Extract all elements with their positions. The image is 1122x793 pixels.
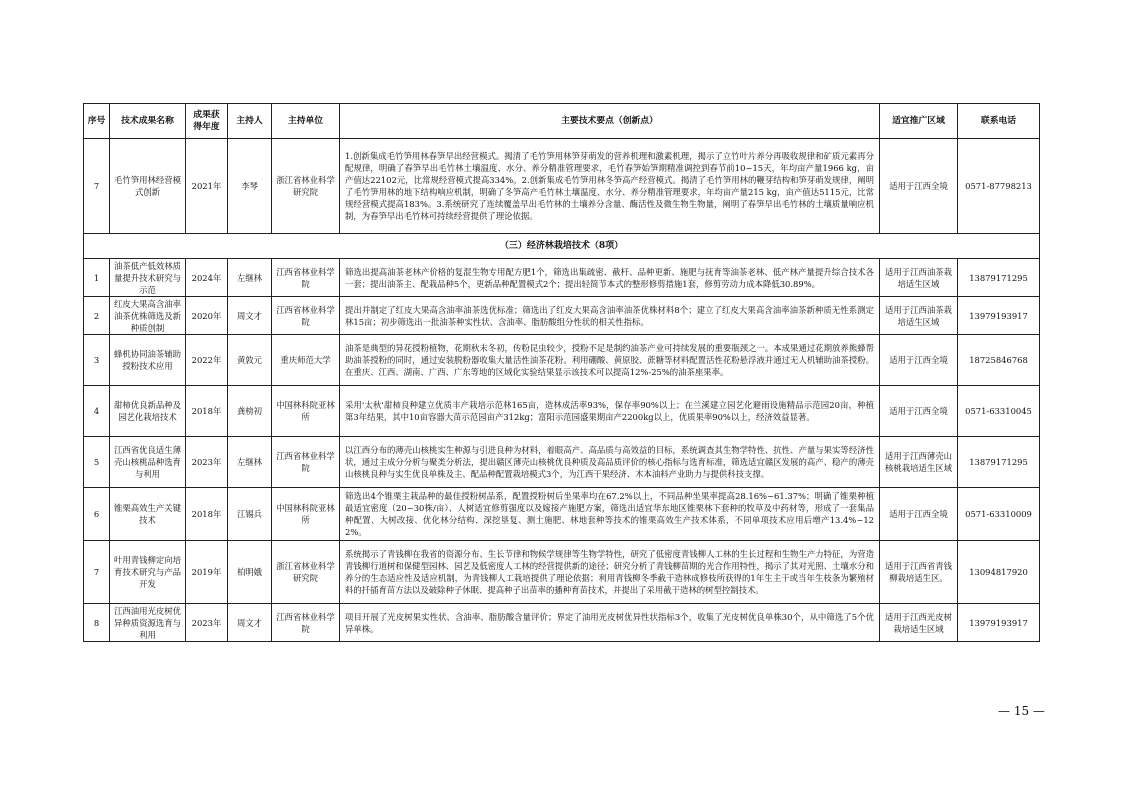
cell-points: 筛选出4个锥栗主栽品种的最佳授粉树品系，配置授粉树后坐果率均在67.2%以上，不同品种坐果率提高28.16%~61.37%；明确了锥栗种植最适宜密度（20~30株/亩）、人树适宜修剪强度以及嫁接产施肥方案，筛选出适宜华东地区锥栗林下套种的牧草及中药材等，形成了一套集品种配置、大树改接、优化林分结构、深挖垦复、测土施肥、林地套种等技术的锥栗高效生产技术体系，不同单项技术应用后增产13.4%~122%。 [340,488,880,541]
table-row [84,604,1040,642]
table-row [84,437,1040,488]
cell-area: 适用于江西全境 [880,488,958,541]
cell-year: 2023年 [186,437,228,488]
cell-no: 4 [84,386,110,437]
cell-unit: 中国林科院亚林所 [272,488,340,541]
header-row [84,104,1040,139]
cell-phone: 0571-63310045 [958,386,1040,437]
cell-host: 左继林 [228,437,272,488]
section-row [84,234,1040,259]
section-title: （三）经济林栽培技术（8项） [84,234,1040,259]
cell-no: 3 [84,335,110,386]
cell-no: 1 [84,259,110,297]
cell-year: 2021年 [186,139,228,234]
cell-unit: 江西省林业科学院 [272,604,340,642]
page-number: — 15 — [998,704,1045,718]
cell-phone: 13879171295 [958,259,1040,297]
cell-year: 2020年 [186,297,228,335]
cell-unit: 重庆师范大学 [272,335,340,386]
cell-host: 左继林 [228,259,272,297]
cell-year: 2018年 [186,488,228,541]
cell-no: 8 [84,604,110,642]
cell-area: 适用于江西全境 [880,335,958,386]
cell-phone: 0571-63310009 [958,488,1040,541]
cell-points: 提出并制定了红皮大果高含油率油茶选优标准；筛选出了红皮大果高含油率油茶优株材料8个；建立了红皮大果高含油率油茶新种质无性系测定林15亩；初步筛选出一批油茶种实性状、含油率、脂肪酸组分性状的相关性指标。 [340,297,880,335]
cell-host: 黄敦元 [228,335,272,386]
table-row [84,297,1040,335]
cell-host: 柏明娥 [228,541,272,604]
cell-phone: 18725846768 [958,335,1040,386]
header-no: 序号 [84,104,110,139]
cell-area: 适用于江西光皮树栽培适生区域 [880,604,958,642]
cell-phone: 13979193917 [958,297,1040,335]
cell-points: 系统揭示了青钱柳在我省的资源分布、生长节律和物候学规律等生物学特性，研究了低密度青钱柳人工林的生长过程和生物生产力特征，为营造青钱柳行道树和保健型园林、园艺及低密度人工林的经营提供新的途径；研究分析了青钱柳苗期的光合作用特性，揭示了其对光照、土壤水分和养分的生态适应性及适应机制，为青钱柳人工栽培提供了理论依据；利用青钱柳冬季截干造林成修枝所获得的1年生主干或当年生枝条为繁殖材料的扦插育苗方法以及破除种子休眠、提高种子出苗率的播种育苗技术，并提出了采用截干造林的树型控制技术。 [340,541,880,604]
header-host: 主持人 [228,104,272,139]
cell-area: 适用于江西全境 [880,139,958,234]
cell-year: 2023年 [186,604,228,642]
cell-unit: 江西省林业科学院 [272,437,340,488]
cell-no: 7 [84,541,110,604]
cell-no: 6 [84,488,110,541]
cell-phone: 13979193917 [958,604,1040,642]
cell-no: 7 [84,139,110,234]
cell-phone: 13094817920 [958,541,1040,604]
cell-name: 蜂机协同油茶辅助授粉技术应用 [110,335,186,386]
header-name: 技术成果名称 [110,104,186,139]
cell-host: 江锡兵 [228,488,272,541]
header-unit: 主持单位 [272,104,340,139]
cell-points: 采用'太秋'甜柿良种建立优质丰产栽培示范林165亩，造林成活率93%，保存率90%以上；在兰溪建立园艺化避雨设施精品示范园20亩，种植第3年结果，其中10亩容器大苗示范园亩产312kg；富阳示范园盛果期亩产2200kg以上，优质果率90%以上，经济效益显著。 [340,386,880,437]
cell-unit: 浙江省林业科学研究院 [272,139,340,234]
cell-unit: 江西省林业科学院 [272,259,340,297]
cell-year: 2022年 [186,335,228,386]
cell-year: 2024年 [186,259,228,297]
table-row [84,259,1040,297]
cell-name: 甜柿优良新品种及园艺化栽培技术 [110,386,186,437]
cell-no: 5 [84,437,110,488]
table-row [84,139,1040,234]
cell-host: 周文才 [228,297,272,335]
cell-name: 江西省优良适生薄壳山核桃品种选育与利用 [110,437,186,488]
header-points: 主要技术要点（创新点） [340,104,880,139]
cell-points: 1.创新集成毛竹笋用林春笋早出经营模式。揭清了毛竹笋用林笋芽萌发的营养机理和激素机理，揭示了立竹叶片养分再吸收规律和矿质元素再分配规律，明确了春笋早出毛竹林土壤温度、水分、养分精准管理要求，毛竹春笋始笋期精准调控到春节前10~15天，年均亩产量1966 kg，亩产值达22102元，比常规经营模式提高334%。2.创新集成毛竹笋用林冬笋高产经营模式。揭清了毛竹笋用林的鞭芽结构和笋芽萌发规律，阐明了毛竹笋用林的地下结构响应机制，明确了冬笋高产毛竹林土壤温度、水分、养分精准管理要求，年均亩产量215 kg，亩产值达5115元，比常规经营模式提高183%。3.系统研究了连续覆盖早出毛竹林的土壤养分含量、酶活性及微生物生物量，阐明了春笋早出毛竹林的土壤质量响应机制，为春笋早出毛竹林可持续经营提供了理论依据。 [340,139,880,234]
cell-area: 适用于江西油茶栽培适生区域 [880,297,958,335]
technology-table [83,103,1040,642]
table-row [84,386,1040,437]
cell-name: 毛竹笋用林经营模式创新 [110,139,186,234]
cell-points: 筛选出提高油茶老林产价格的复混生物专用配方肥1个，筛选出集疏密、截杆、品种更新、施肥与抚育等油茶老林、低产林产量提升综合技术各一套；提出油茶主、配栽品种5个，更新品种配置模式2个；提出轻简节本式的整形修剪措施1套，修剪劳动力成本降低30.89%。 [340,259,880,297]
cell-area: 适用于江西全境 [880,386,958,437]
cell-host: 周文才 [228,604,272,642]
header-year: 成果获得年度 [186,104,228,139]
cell-points: 油茶是典型的异花授粉植物，花期秋末冬初，传粉昆虫较少，授粉不足是制约油茶产业可持续发展的重要瓶颈之一。本成果通过花期放养熊蜂帮助油茶授粉的同时，通过安装脱粉器收集大量活性油茶花粉。利用硼酸、黄原胶、蔗糖等材料配置活性花粉悬浮液并通过无人机辅助油茶授粉。在重庆、江西、湖南、广西、广东等地的区域化实验结果显示该技术可以提高12%-25%的油茶座果率。 [340,335,880,386]
cell-unit: 中国林科院亚林所 [272,386,340,437]
cell-name: 江西油用光皮树优异种质资源选育与利用 [110,604,186,642]
table-row [84,335,1040,386]
cell-area: 适用于江西省青钱柳栽培适生区。 [880,541,958,604]
cell-phone: 0571-87798213 [958,139,1040,234]
cell-no: 2 [84,297,110,335]
cell-host: 龚榜初 [228,386,272,437]
cell-name: 红皮大果高含油率油茶优株筛选及新种质创制 [110,297,186,335]
cell-points: 以江西分布的薄壳山核桃实生种源与引进良种为材料，着眼高产、高品质与高效益的目标，系统调查其生物学特性、抗性、产量与果实等经济性状，通过主成分分析与聚类分析法，提出赣区薄壳山核桃优良种质及高品质评价的核心指标与选育标准，筛选适宜赣区发展的高产、稳产的薄壳山核桃良种与实生优良单株及主、配品种配置栽培模式3个，为江西干果经济、木本油料产业助力与提供科技支撑。 [340,437,880,488]
cell-unit: 浙江省林业科学研究院 [272,541,340,604]
cell-name: 油茶低产低效林质量提升技术研究与示范 [110,259,186,297]
cell-area: 适用于江西薄壳山核桃栽培适生区域 [880,437,958,488]
header-area: 适宜推广区域 [880,104,958,139]
table-row [84,541,1040,604]
cell-year: 2018年 [186,386,228,437]
cell-phone: 13879171295 [958,437,1040,488]
cell-name: 叶用青钱柳定向培育技术研究与产品开发 [110,541,186,604]
cell-area: 适用于江西油茶栽培适生区域 [880,259,958,297]
table-row [84,488,1040,541]
header-phone: 联系电话 [958,104,1040,139]
cell-host: 李琴 [228,139,272,234]
cell-unit: 江西省林业科学院 [272,297,340,335]
cell-points: 项目开展了光皮树果实性状、含油率、脂肪酸含量评价；界定了油用光皮树优异性状指标3个，收集了光皮树优良单株30个，从中筛选了5个优异单株。 [340,604,880,642]
cell-name: 锥栗高效生产关键技术 [110,488,186,541]
cell-year: 2019年 [186,541,228,604]
